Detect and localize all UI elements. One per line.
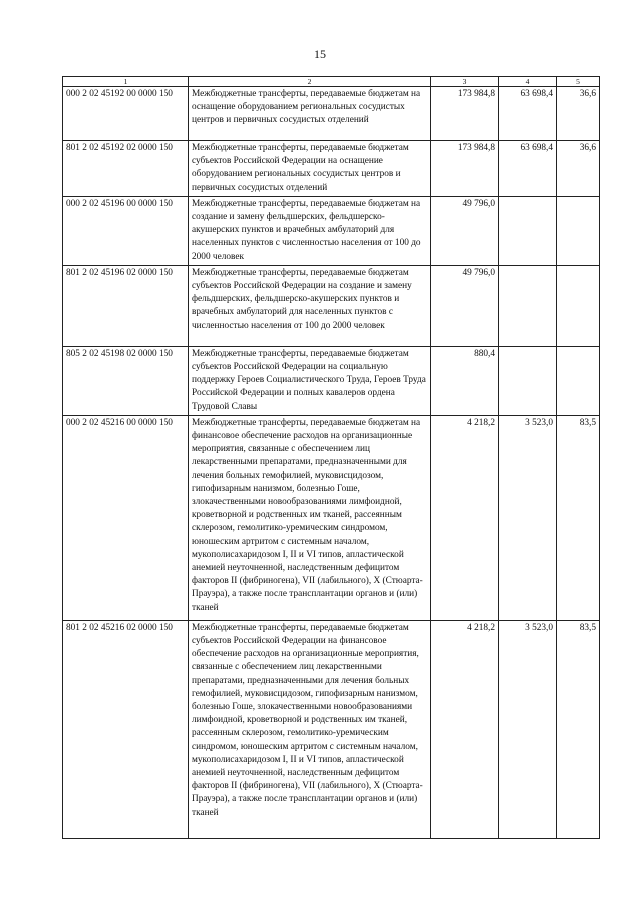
value-col4 xyxy=(499,196,557,265)
value-col3: 4 218,2 xyxy=(431,620,499,838)
value-col4 xyxy=(499,346,557,415)
transfer-description: Межбюджетные трансферты, передаваемые бюджетам на создание и замену фельдшерских, фельдшерско-акушерских пунктов и врачебных амбулаторий для населенных пунктов с численностью населения от 100 до 2000 человек xyxy=(189,196,431,265)
transfer-description: Межбюджетные трансферты, передаваемые бюджетам на оснащение оборудованием региональных сосудистых центров и первичных сосудистых отделений xyxy=(189,87,431,141)
transfer-description: Межбюджетные трансферты, передаваемые бюджетам субъектов Российской Федерации на оснащение оборудованием региональных сосудистых центров и первичных сосудистых отделений xyxy=(189,141,431,197)
budget-code: 805 2 02 45198 02 0000 150 xyxy=(63,346,189,415)
value-col5 xyxy=(557,196,600,265)
budget-table xyxy=(62,76,600,839)
table-row xyxy=(63,265,600,346)
column-header: 5 xyxy=(557,77,600,87)
transfer-description: Межбюджетные трансферты, передаваемые бюджетам субъектов Российской Федерации на финансовое обеспечение расходов на организационные мероприятия, связанные с обеспечением лиц лекарственными препаратами, предназначенными для лечения больных гемофилией, муковисцидозом, гипофизарным нанизмом, болезнью Гоше, злокачественными новообразованиями лимфоидной, кроветворной и родственных им тканей, рассеянным склерозом, гемолитико-уремическим синдромом, юношеским артритом с системным началом, мукополисахаридозом I, II и VI типов, апластической анемией неуточненной, наследственным дефицитом факторов II (фибриногена), VII (лабильного), X (Стюарта-Прауэра), а также после трансплантации органов и (или) тканей xyxy=(189,620,431,838)
value-col3: 880,4 xyxy=(431,346,499,415)
value-col4: 63 698,4 xyxy=(499,87,557,141)
value-col5: 36,6 xyxy=(557,141,600,197)
column-header: 1 xyxy=(63,77,189,87)
value-col4 xyxy=(499,265,557,346)
column-header: 3 xyxy=(431,77,499,87)
budget-code: 801 2 02 45216 02 0000 150 xyxy=(63,620,189,838)
budget-code: 000 2 02 45196 00 0000 150 xyxy=(63,196,189,265)
value-col4: 63 698,4 xyxy=(499,141,557,197)
value-col5: 83,5 xyxy=(557,415,600,620)
budget-code: 000 2 02 45216 00 0000 150 xyxy=(63,415,189,620)
transfer-description: Межбюджетные трансферты, передаваемые бюджетам субъектов Российской Федерации на создание и замену фельдшерских, фельдшерско-акушерских пунктов и врачебных амбулаторий для населенных пунктов с численностью населения от 100 до 2000 человек xyxy=(189,265,431,346)
budget-code: 801 2 02 45192 02 0000 150 xyxy=(63,141,189,197)
value-col4: 3 523,0 xyxy=(499,415,557,620)
value-col3: 173 984,8 xyxy=(431,141,499,197)
table-row xyxy=(63,196,600,265)
transfer-description: Межбюджетные трансферты, передаваемые бюджетам субъектов Российской Федерации на социальную поддержку Героев Социалистического Труда, Героев Труда Российской Федерации и полных кавалеров ордена Трудовой Славы xyxy=(189,346,431,415)
page-number: 15 xyxy=(314,47,326,61)
column-header: 2 xyxy=(189,77,431,87)
value-col5 xyxy=(557,265,600,346)
table-row xyxy=(63,141,600,197)
value-col5: 83,5 xyxy=(557,620,600,838)
column-header: 4 xyxy=(499,77,557,87)
transfer-description: Межбюджетные трансферты, передаваемые бюджетам на финансовое обеспечение расходов на организационные мероприятия, связанные с обеспечением лиц лекарственными препаратами, предназначенными для лечения больных гемофилией, муковисцидозом, гипофизарным нанизмом, болезнью Гоше, злокачественными новообразованиями лимфоидной, кроветворной и родственных им тканей, рассеянным склерозом, гемолитико-уремическим синдромом, юношеским артритом с системным началом, мукополисахаридозом I, II и VI типов, апластической анемией неуточненной, наследственным дефицитом факторов II (фибриногена), VII (лабильного), X (Стюарта-Прауэра), а также после трансплантации органов и (или) тканей xyxy=(189,415,431,620)
table-row xyxy=(63,415,600,620)
table-row xyxy=(63,620,600,838)
budget-code: 801 2 02 45196 02 0000 150 xyxy=(63,265,189,346)
value-col3: 173 984,8 xyxy=(431,87,499,141)
value-col4: 3 523,0 xyxy=(499,620,557,838)
value-col5 xyxy=(557,346,600,415)
table-row xyxy=(63,346,600,415)
budget-code: 000 2 02 45192 00 0000 150 xyxy=(63,87,189,141)
value-col3: 49 796,0 xyxy=(431,265,499,346)
value-col5: 36,6 xyxy=(557,87,600,141)
value-col3: 49 796,0 xyxy=(431,196,499,265)
value-col3: 4 218,2 xyxy=(431,415,499,620)
table-header-row xyxy=(63,77,600,87)
table-row xyxy=(63,87,600,141)
